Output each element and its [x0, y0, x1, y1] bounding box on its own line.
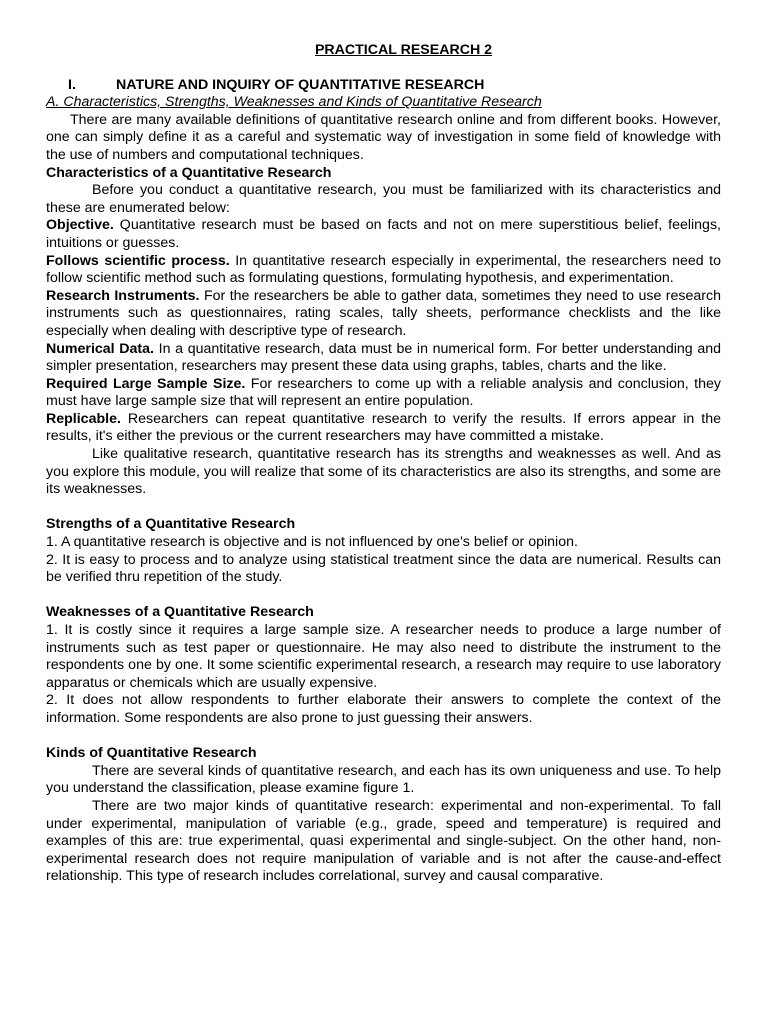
- subsection-heading: A. Characteristics, Strengths, Weaknesses and Kinds of Quantitative Research: [46, 94, 542, 111]
- section-title: NATURE AND INQUIRY OF QUANTITATIVE RESEARCH: [116, 76, 485, 93]
- characteristic-term: Replicable.: [46, 410, 121, 427]
- characteristic-text: For researchers to come up with a reliable analysis and conclusion, they must have large sample size that will represent an entire population.: [46, 375, 721, 410]
- strengths-heading: Strengths of a Quantitative Research: [46, 516, 296, 533]
- strength-item: 2. It is easy to process and to analyze using statistical treatment since the data are numerical. Results can be verified thru repetition of the study.: [46, 551, 721, 586]
- characteristic-text: For the researchers be able to gather data, sometimes they need to use research instruments such as questionnaires, rating scales, tally sheets, performance checklists and the like especially when dealing with descriptive type of research.: [46, 287, 722, 339]
- weaknesses-heading: Weaknesses of a Quantitative Research: [46, 604, 314, 621]
- characteristics-intro: Before you conduct a quantitative research, you must be familiarized with its characteristics and these are enumerated below:: [46, 182, 721, 216]
- section-heading: [46, 77, 721, 95]
- spacer: [46, 587, 721, 605]
- characteristic-term: Research Instruments.: [46, 287, 200, 304]
- characteristics-closing: Like qualitative research, quantitative research has its strengths and weaknesses as well. And as you explore this module, you will realize that some of its characteristics are also its strengths, and some are its weaknesses.: [46, 446, 721, 498]
- characteristic-item: [46, 288, 721, 341]
- kinds-paragraph-2: There are two major kinds of quantitative research: experimental and non-experimental. To fall under experimental, manipulation of variable (e.g., grade, speed and temperature) is required and examples of this are: true experimental, quasi experimental and single-subject. On the other hand, non-experimental research does not require manipulation of variable and is not after the cause-and-effect relationship. This type of research includes correlational, survey and causal comparative.: [46, 797, 721, 885]
- characteristic-item: [46, 411, 721, 446]
- characteristic-text: In quantitative research especially in experimental, the researchers need to follow scientific method such as formulating questions, formulating hypothesis, and experimentation.: [46, 252, 721, 287]
- characteristics-heading: Characteristics of a Quantitative Research: [46, 164, 332, 181]
- characteristic-item: [46, 253, 721, 288]
- spacer: [46, 728, 721, 746]
- characteristic-term: Objective.: [46, 217, 114, 234]
- kinds-paragraph-1: There are several kinds of quantitative research, and each has its own uniqueness and use. To help you understand the classification, please examine figure 1.: [46, 762, 721, 797]
- kinds-heading: Kinds of Quantitative Research: [46, 745, 257, 762]
- characteristic-item: [46, 217, 721, 252]
- characteristic-item: [46, 341, 721, 376]
- section-number: I.: [68, 76, 76, 93]
- characteristic-term: Numerical Data.: [46, 340, 154, 357]
- characteristic-text: Quantitative research must be based on facts and not on mere superstitious belief, feelings, intuitions or guesses.: [46, 217, 721, 251]
- characteristic-text: Researchers can repeat quantitative research to verify the results. If errors appear in the results, it's either the previous or the current researchers may have committed a mistake.: [46, 410, 721, 445]
- weakness-item: 2. It does not allow respondents to further elaborate their answers to complete the context of the information. Some respondents are also prone to just guessing their answers.: [46, 692, 721, 726]
- strength-item: 1. A quantitative research is objective and is not influenced by one's belief or opinion.: [46, 534, 578, 551]
- document-title: PRACTICAL RESEARCH 2: [314, 42, 493, 58]
- characteristic-term: Required Large Sample Size.: [46, 375, 246, 392]
- spacer: [46, 499, 721, 517]
- characteristic-text: In a quantitative research, data must be in numerical form. For better understanding and simpler presentation, researchers may present these data using graphs, tables, charts and the like.: [46, 340, 721, 375]
- characteristic-term: Follows scientific process.: [46, 252, 230, 269]
- intro-paragraph: There are many available definitions of quantitative research online and from different books. However, one can simply define it as a careful and systematic way of investigation in some field of knowledge with the use of numbers and computational techniques.: [46, 111, 721, 163]
- characteristic-item: [46, 376, 721, 411]
- weakness-item: 1. It is costly since it requires a large sample size. A researcher needs to produce a large number of instruments such as test paper or questionnaire. He may also need to distribute the instrument to the respondents one by one. It some scientific experimental research, a research may require to use laboratory apparatus or chemicals which are usually expensive.: [46, 622, 721, 691]
- document-page: [46, 42, 721, 886]
